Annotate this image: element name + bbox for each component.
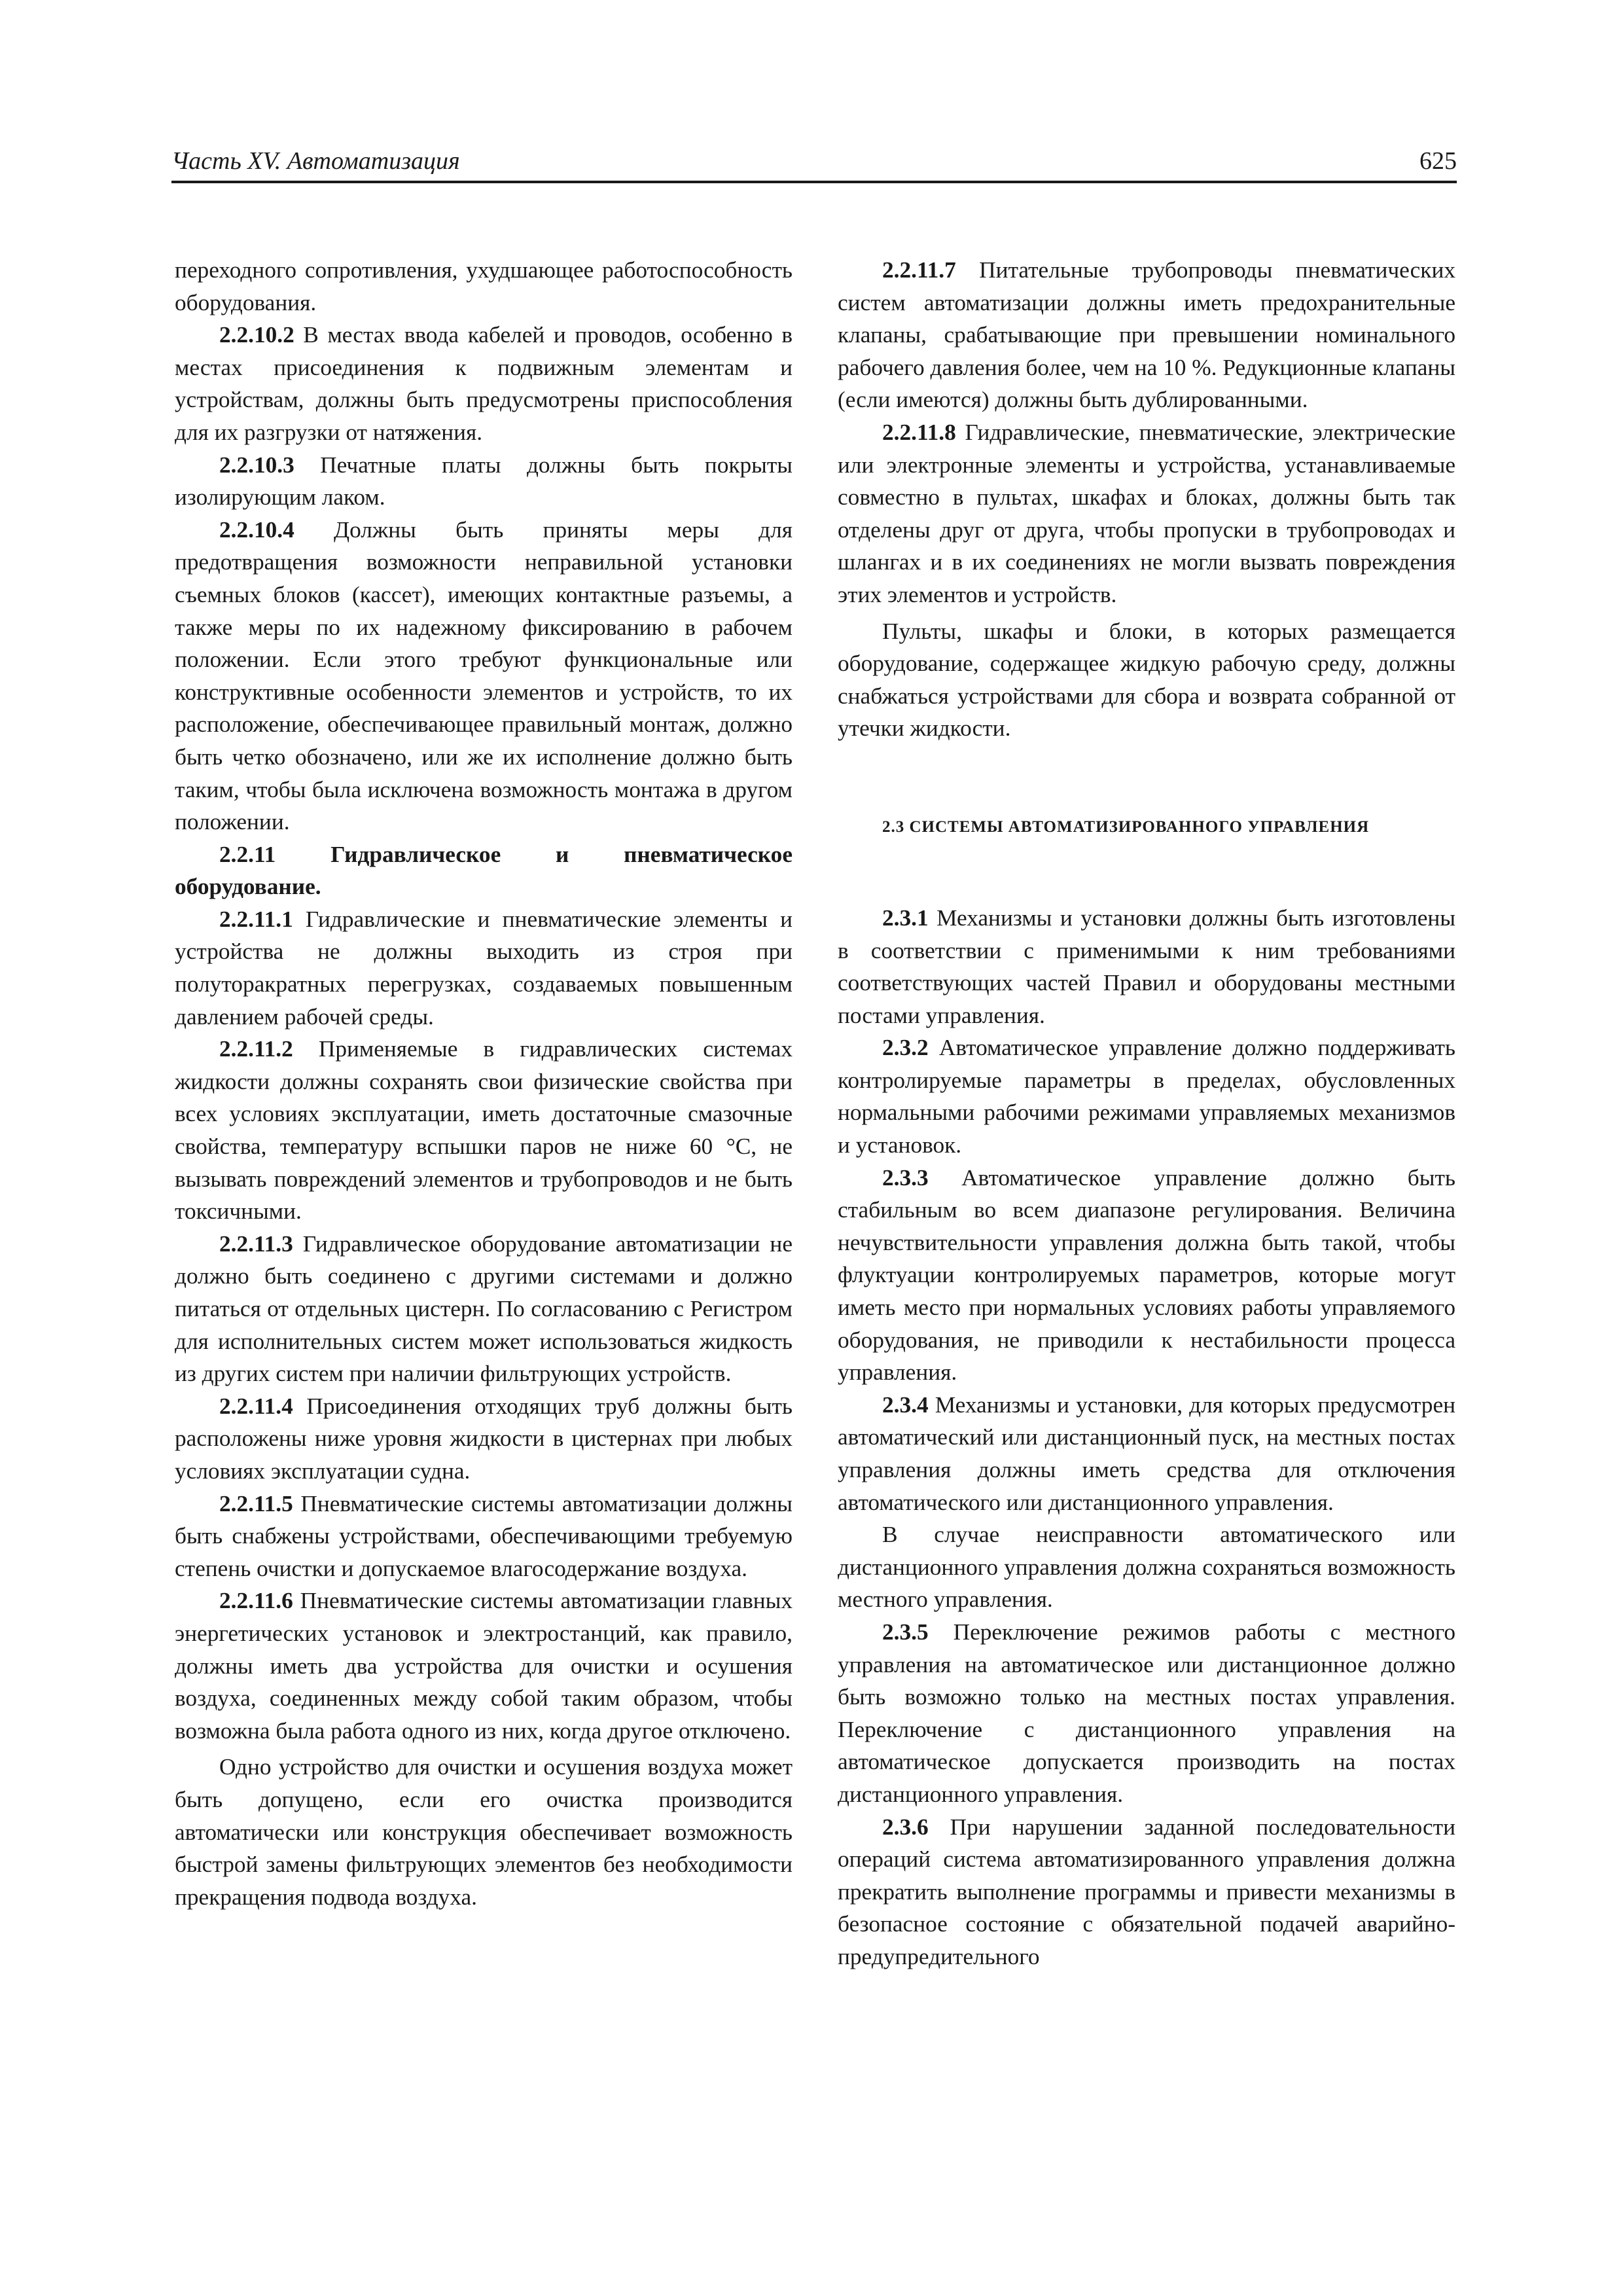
- subsection-heading-2-2-11: 2.2.11 Гидравлическое и пневматическое оборудование.: [175, 841, 793, 900]
- paragraph-2-2-11-6: 2.2.11.6 Пневматические системы автоматизации главных энергетических установок и электростанций, как правило, должны иметь два устройства для очистки и осушения воздуха, соединенных между собой таким образом, чтобы возможна была работа одного из них, когда другое отключено.: [175, 1588, 793, 1744]
- paragraph-2-2-11-7: 2.2.11.7 Питательные трубопроводы пневматических систем автоматизации должны иметь предохранительные клапаны, срабатывающие при превышении номинального рабочего давления более, чем на 10 %. Редукционные клапаны (если имеются) должны быть дублированными.: [838, 257, 1455, 413]
- page-number: 625: [1419, 147, 1457, 175]
- paragraph-2-3-5: 2.3.5 Переключение режимов работы с местного управления на автоматическое или дистанционное должно быть возможно только на местных постах управления. Переключение с дистанционного управления на автоматическое допускается производить на постах дистанционного управления.: [838, 1619, 1455, 1807]
- clause-number: 2.2.10.2: [219, 322, 294, 348]
- paragraph-2-2-11-3: 2.2.11.3 Гидравлическое оборудование автоматизации не должно быть соединено с другими системами и должно питаться от отдельных цистерн. По согласованию с Регистром для исполнительных систем может использоваться жидкость из других систем при наличии фильтрующих устройств.: [175, 1230, 793, 1387]
- paragraph-2-2-11-2: 2.2.11.2 Применяемые в гидравлических системах жидкости должны сохранять свои физические свойства при всех условиях эксплуатации, иметь достаточные смазочные свойства, температуру вспышки паров не ниже 60 °C, не вызывать повреждений элементов и трубопроводов и не быть токсичными.: [175, 1036, 793, 1225]
- paragraph-2-2-10-2: 2.2.10.2 В местах ввода кабелей и проводов, особенно в местах присоединения к подвижным элементам и устройствам, должны быть предусмотрены приспособления для их разгрузки от натяжения.: [175, 322, 793, 445]
- clause-number: 2.2.11.1: [219, 906, 293, 932]
- paragraph-2-2-11-8: 2.2.11.8 Гидравлические, пневматические, электрические или электронные элементы и устройства, устанавливаемые совместно в пультах, шкафах и блоках, должны быть так отделены друг от друга, чтобы пропуски в трубопроводах и шлангах и в их соединениях не могли вызвать повреждения этих элементов и устройств.: [838, 419, 1455, 607]
- clause-number: 2.3.2: [882, 1035, 929, 1061]
- clause-number: 2.2.10.4: [219, 516, 294, 543]
- clause-number: 2.3.6: [882, 1814, 929, 1840]
- clause-number: 2.2.10.3: [219, 452, 294, 478]
- clause-number: 2.2.11.8: [882, 419, 956, 445]
- clause-number: 2.3.3: [882, 1164, 929, 1191]
- running-title: Часть XV. Автоматизация: [171, 147, 460, 175]
- clause-number: 2.2.11.7: [882, 257, 956, 283]
- paragraph-2-2-11-5: 2.2.11.5 Пневматические системы автоматизации должны быть снабжены устройствами, обеспечивающими требуемую степень очистки и допускаемое влагосодержание воздуха.: [175, 1490, 793, 1581]
- paragraph-2-3-3: 2.3.3 Автоматическое управление должно быть стабильным во всем диапазоне регулирования. Величина нечувствительности управления должна быть такой, чтобы флуктуации контролируемых параметров, которые могут иметь место при нормальных условиях работы управляемого оборудования, не приводили к нестабильности процесса управления.: [838, 1164, 1455, 1386]
- clause-number: 2.3.5: [882, 1619, 929, 1645]
- paragraph-2-3-1: 2.3.1 Механизмы и установки должны быть изготовлены в соответствии с применимыми к ним требованиями соответствующих частей Правил и оборудованы местными постами управления.: [838, 905, 1455, 1028]
- clause-number: 2.2.11.4: [219, 1393, 293, 1419]
- paragraph: В случае неисправности автоматического или дистанционного управления должна сохраняться возможность местного управления.: [838, 1522, 1455, 1613]
- paragraph-2-3-2: 2.3.2 Автоматическое управление должно поддерживать контролируемые параметры в пределах, обусловленных нормальными рабочими режимами управляемых механизмов и установок.: [838, 1035, 1455, 1158]
- paragraph-2-2-11-4: 2.2.11.4 Присоединения отходящих труб должны быть расположены ниже уровня жидкости в цистернах при любых условиях эксплуатации судна.: [175, 1393, 793, 1484]
- clause-number: 2.3.1: [882, 905, 929, 931]
- clause-number: 2.2.11.6: [219, 1588, 293, 1614]
- paragraph-2-2-10-4: 2.2.10.4 Должны быть приняты меры для предотвращения возможности неправильной установки съемных блоков (кассет), имеющих контактные разъемы, а также меры по их надежному фиксированию в рабочем положении. Если этого требуют функциональные или конструктивные особенности элементов и устройств, то их расположение, обеспечивающее правильный монтаж, должно быть четко обозначено, или же их исполнение должно быть таким, чтобы была исключена возможность монтажа в другом положении.: [175, 516, 793, 835]
- clause-number: 2.2.11.3: [219, 1230, 293, 1257]
- paragraph-2-2-10-3: 2.2.10.3 Печатные платы должны быть покрыты изолирующим лаком.: [175, 452, 793, 511]
- clause-number: 2.2.11.2: [219, 1036, 293, 1062]
- clause-number: 2.2.11.5: [219, 1490, 293, 1516]
- page-header: [171, 140, 1457, 183]
- paragraph: Одно устройство для очистки и осушения воздуха может быть допущено, если его очистка производится автоматически или конструкция обеспечивает возможность быстрой замены фильтрующих элементов без необходимости прекращения подвода воздуха.: [175, 1754, 793, 1910]
- clause-number: 2.3.4: [882, 1391, 929, 1418]
- paragraph: переходного сопротивления, ухудшающее работоспособность оборудования.: [175, 257, 793, 315]
- paragraph-2-2-11-1: 2.2.11.1 Гидравлические и пневматические элементы и устройства не должны выходить из строя при полуторакратных перегрузках, создаваемых повышенным давлением рабочей среды.: [175, 906, 793, 1030]
- right-column: [838, 254, 1455, 1973]
- section-heading-2-3: 2.3 СИСТЕМЫ АВТОМАТИЗИРОВАННОГО УПРАВЛЕНИЯ: [882, 817, 1370, 836]
- paragraph: Пульты, шкафы и блоки, в которых размещается оборудование, содержащее жидкую рабочую среду, должны снабжаться устройствами для сбора и возврата собранной от утечки жидкости.: [838, 618, 1455, 742]
- paragraph-2-3-4: 2.3.4 Механизмы и установки, для которых предусмотрен автоматический или дистанционный пуск, на местных постах управления должны иметь средства для отключения автоматического или дистанционного управления.: [838, 1391, 1455, 1515]
- left-column: [175, 254, 793, 1913]
- paragraph-2-3-6: 2.3.6 При нарушении заданной последовательности операций система автоматизированного управления должна прекратить выполнение программы и привести механизмы в безопасное состояние с обязательной подачей аварийно-предупредительного: [838, 1814, 1455, 1969]
